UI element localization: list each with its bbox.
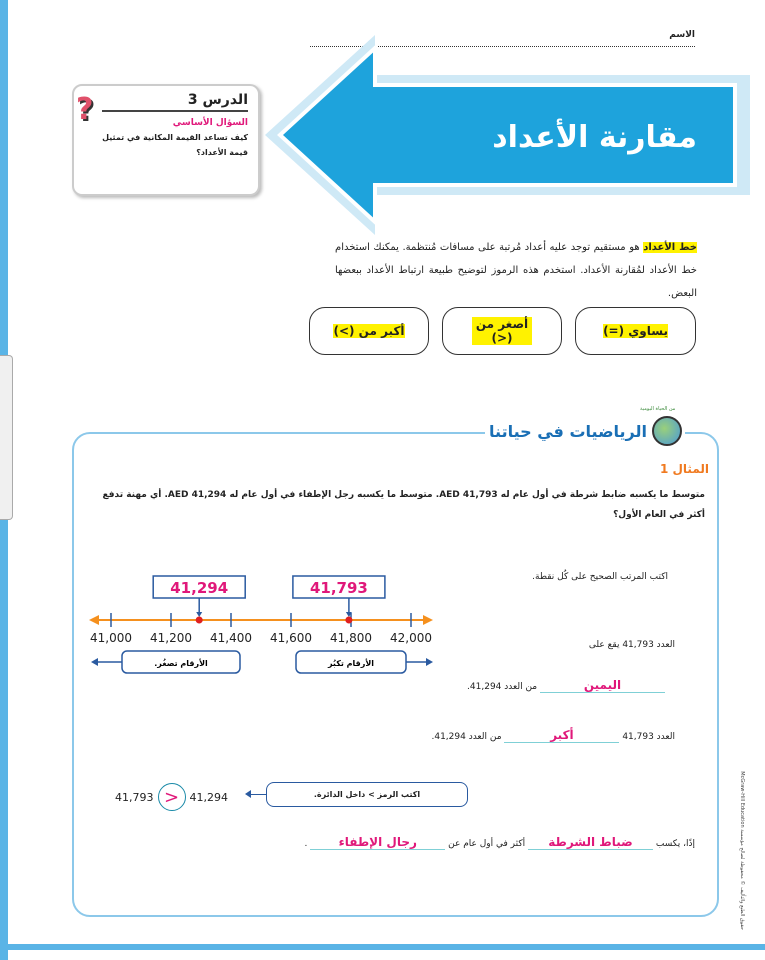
step2-line [431,728,675,743]
tick-label: 41,600 [270,631,312,645]
cmp-circle[interactable]: > [158,783,186,811]
symbol-greater-box [309,307,429,355]
step3-mid: أكثر في أول عام عن [448,839,526,849]
instruction: اكتب المرتب الصحيح على كُل نقطة. [532,572,668,582]
page-bottom-border [0,944,765,950]
step3-answer2[interactable]: رجال الإطفاء [310,835,445,850]
axis-right-arrow-icon [423,615,433,625]
step2-answer[interactable]: أكبر [504,728,619,743]
symbol-greater-label: أكبر من (>) [333,324,405,338]
axis-left-arrow-icon [89,615,99,625]
point-dot [345,617,352,624]
point-dot [196,617,203,624]
tick-label: 41,200 [150,631,192,645]
essential-question: كيف تساعد القيمة المكانية في تمثيل قيمة الأعداد؟ [102,133,248,157]
intro-paragraph [335,236,697,305]
lesson-number: الدرس 3 [102,92,248,112]
cmp-hint: اكتب الرمز > داخل الدائرة. [266,782,468,807]
symbol-equal-label: يساوي (=) [603,324,668,338]
step2-suffix: من العدد 41,294. [431,732,502,742]
cmp-left: 41,793 [115,790,154,804]
step1-answer[interactable]: اليمين [540,678,665,693]
section-title: الرياضيات في حياتنا [489,422,647,441]
symbol-equal-box [575,307,696,355]
name-label: الاسم [669,30,695,40]
right-direction-label: الأرقام تكبُر [327,659,375,668]
number-line [85,570,445,680]
question-mark-icon: ? [76,92,94,127]
right-direction-arrowhead-icon [426,658,433,666]
lesson-card [72,84,260,196]
point-pointer-head-icon [196,612,202,617]
step3-prefix: إذًا، يكسب [655,839,695,849]
left-direction-label: الأرقام تصغُر. [154,659,208,668]
side-tab[interactable] [0,355,13,520]
essential-question-label: السؤال الأساسي [172,118,248,128]
lesson-title: مقارنة الأعداد [492,120,697,155]
step1-suffix: من العدد 41,294. [467,682,538,692]
step3-line [304,835,695,850]
left-direction-arrowhead-icon [91,658,98,666]
tick-label: 41,800 [330,631,372,645]
symbol-less-box [442,307,562,355]
tick-label: 42,000 [390,631,432,645]
step3-end: . [304,839,308,849]
tick-label: 41,000 [90,631,132,645]
intro-text: هو مستقيم توجد عليه أعداد مُرتبة على مسافات مُنتظمة. يمكنك استخدام خط الأعداد لمُقارنة الأعداد. استخدم هذه الرموز لتوضيح طبيعة ارتباط الأعداد ببعضها البعض. [335,242,697,299]
step3-answer1[interactable]: ضباط الشرطة [528,835,653,850]
point-label: 41,793 [309,579,368,597]
example-problem: متوسط ما يكسبه ضابط شرطة في أول عام له AED 41,793. متوسط ما يكسبه رجل الإطفاء في أول عام له AED 41,294. أي مهنة تدفع أكثر في العام الأول؟ [102,490,705,520]
cmp-arrow-head-icon [245,790,251,798]
example-label: المثال 1 [659,462,709,476]
comparison [115,783,228,811]
globe-badge: من الحياة اليومية [640,406,676,412]
step2-prefix: العدد 41,793 [622,732,675,742]
step1-line [467,678,665,693]
tick-label: 41,400 [210,631,252,645]
point-label: 41,294 [170,579,229,597]
intro-term: خط الأعداد [643,242,697,253]
step1-prefix: العدد 41,793 يقع على [588,640,675,650]
symbol-less-label: أصغر من (<) [472,317,532,345]
globe-icon [652,416,682,446]
copyright: حقوق الطبع والتأليف © محفوظة لصالح مؤسسة McGraw-Hill Education [739,771,745,930]
cmp-right: 41,294 [189,790,228,804]
